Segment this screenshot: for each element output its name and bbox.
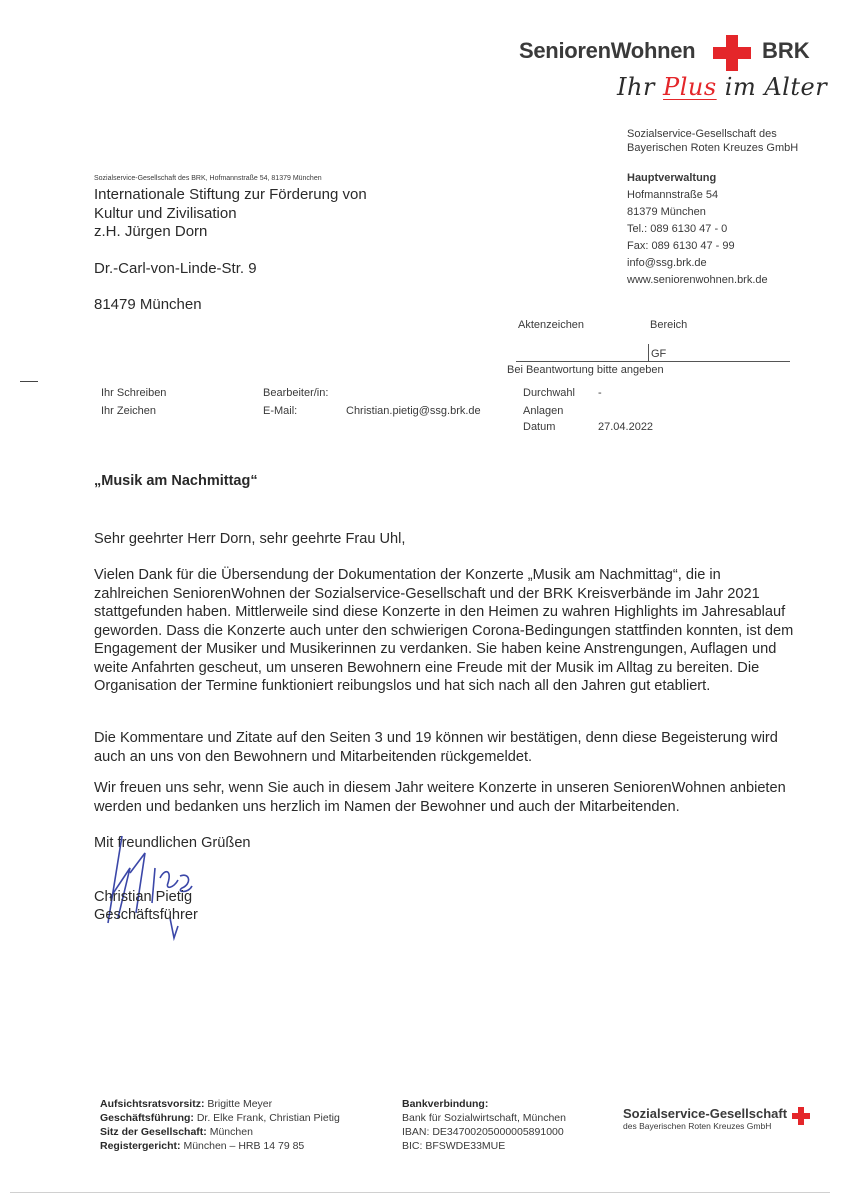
- slogan-pre: Ihr: [617, 73, 664, 101]
- recipient-city: 81479 München: [94, 296, 202, 313]
- recipient-street: Dr.-Carl-von-Linde-Str. 9: [94, 260, 257, 277]
- recipient-address: [94, 186, 367, 242]
- sender-return-line: Sozialservice-Gesellschaft des BRK, Hofmannstraße 54, 81379 München: [94, 175, 322, 182]
- headquarters-street: Hofmannstraße 54: [627, 189, 719, 201]
- reply-note: Bei Beantwortung bitte angeben: [507, 364, 664, 376]
- aktenzeichen-label: Aktenzeichen: [518, 319, 585, 331]
- organization-line-2: Bayerischen Roten Kreuzes GmbH: [627, 142, 799, 154]
- footer-logo-subtext: des Bayerischen Roten Kreuzes GmbH: [623, 1121, 772, 1131]
- durchwahl-label: Durchwahl: [523, 387, 575, 399]
- bereich-label: Bereich: [650, 319, 688, 331]
- page-edge-line: [10, 1192, 830, 1193]
- slogan-plus: Plus: [663, 73, 717, 101]
- aufsicht-label: Aufsichtsratsvorsitz:: [100, 1098, 205, 1110]
- closing: Mit freundlichen Grüßen: [94, 835, 251, 851]
- datum-label: Datum: [523, 421, 556, 433]
- signer-name: Christian Pietig: [94, 889, 193, 905]
- bearbeiter-label: Bearbeiter/in:: [263, 387, 329, 399]
- organization-line-1: Sozialservice-Gesellschaft des: [627, 128, 777, 140]
- organization-name: [627, 127, 798, 155]
- recipient-line-2: Kultur und Zivilisation: [94, 204, 237, 222]
- ihr-zeichen-label: Ihr Zeichen: [101, 405, 157, 417]
- register-label: Registergericht:: [100, 1140, 181, 1152]
- bank-iban: IBAN: DE34700205000005891000: [402, 1126, 564, 1138]
- anlagen-label: Anlagen: [523, 405, 564, 417]
- headquarters-block: [627, 170, 768, 289]
- bereich-value: GF: [651, 348, 667, 360]
- register-value: München – HRB 14 79 85: [180, 1140, 305, 1152]
- headquarters-email[interactable]: info@ssg.brk.de: [627, 257, 707, 269]
- footer-aufsicht: [100, 1097, 340, 1111]
- sitz-value: München: [206, 1126, 253, 1138]
- email-label: E-Mail:: [263, 405, 298, 417]
- gf-label: Geschäftsführung:: [100, 1112, 194, 1124]
- letter-subject: „Musik am Nachmittag“: [94, 473, 258, 489]
- brand-logo-text: SeniorenWohnen: [519, 38, 696, 63]
- headquarters-title: Hauptverwaltung: [627, 172, 717, 184]
- paragraph-3: Wir freuen uns sehr, wenn Sie auch in diesem Jahr weitere Konzerte in unseren SeniorenWohnen anbieten werden und bedanken uns herzlich im Namen der Bewohner und auch der Mitarbeitenden.: [94, 780, 786, 815]
- red-cross-icon: [713, 35, 751, 71]
- headquarters-website[interactable]: www.seniorenwohnen.brk.de: [627, 274, 768, 286]
- datum-value: 27.04.2022: [598, 421, 654, 433]
- sitz-label: Sitz der Gesellschaft:: [100, 1126, 207, 1138]
- footer-bank-info: [402, 1097, 566, 1153]
- brand-logo-suffix: BRK: [762, 38, 810, 63]
- footer-red-cross-icon: [792, 1107, 810, 1125]
- salutation: Sehr geehrter Herr Dorn, sehr geehrte Frau Uhl,: [94, 531, 406, 547]
- footer-sitz: [100, 1125, 340, 1139]
- footer-register: [100, 1139, 340, 1153]
- field-divider: [648, 344, 649, 361]
- reference-rule: [516, 361, 790, 362]
- durchwahl-value: -: [598, 387, 602, 399]
- slogan-post: im Alter: [716, 73, 828, 101]
- bank-label: Bankverbindung:: [402, 1098, 489, 1110]
- footer-logo-text: Sozialservice-Gesellschaft: [623, 1106, 788, 1121]
- email-value[interactable]: Christian.pietig@ssg.brk.de: [346, 405, 481, 417]
- gf-value: Dr. Elke Frank, Christian Pietig: [193, 1112, 340, 1124]
- paragraph-1: Vielen Dank für die Übersendung der Dokumentation der Konzerte „Musik am Nachmittag“, die in zahlreichen SeniorenWohnen der Sozialservice-Gesellschaft und der BRK Kreisverbände im Jahr 2021 stattgefunden haben. Mittlerweile sind diese Konzerte in den Heimen zu wahren Highlights im Jahresablauf geworden. Dass die Konzerte auch unter den schwierigen Corona-Bedingungen stattfinden konnten, ist dem Engagement der Musiker und Musikerinnen zu verdanken. Sie haben keine Anstrengungen, Auflagen und weite Anfahrten gescheut, um unseren Bewohnern eine Freude mit der Musik im Alltag zu bereiten. Die Organisation der Termine funktioniert reibungslos und hat sich nach all den Jahren gut etabliert.: [94, 567, 794, 694]
- signer-title: Geschäftsführer: [94, 907, 198, 923]
- ihr-schreiben-label: Ihr Schreiben: [101, 387, 167, 399]
- aufsicht-value: Brigitte Meyer: [204, 1098, 273, 1110]
- bank-name: Bank für Sozialwirtschaft, München: [402, 1112, 566, 1124]
- fold-mark: [20, 381, 38, 382]
- recipient-line-3: z.H. Jürgen Dorn: [94, 223, 208, 240]
- footer-geschaeftsfuehrung: [100, 1111, 340, 1125]
- headquarters-tel: Tel.: 089 6130 47 - 0: [627, 223, 728, 235]
- headquarters-fax: Fax: 089 6130 47 - 99: [627, 240, 735, 252]
- headquarters-city: 81379 München: [627, 206, 706, 218]
- slogan: [617, 73, 827, 101]
- footer-company-info: [100, 1097, 340, 1153]
- bank-bic: BIC: BFSWDE33MUE: [402, 1140, 506, 1152]
- recipient-line-1: Internationale Stiftung zur Förderung von: [94, 186, 367, 203]
- paragraph-2: Die Kommentare und Zitate auf den Seiten 3 und 19 können wir bestätigen, denn diese Begeisterung wird auch an uns von den Bewohnern und Mitarbeitenden rückgemeldet.: [94, 730, 778, 765]
